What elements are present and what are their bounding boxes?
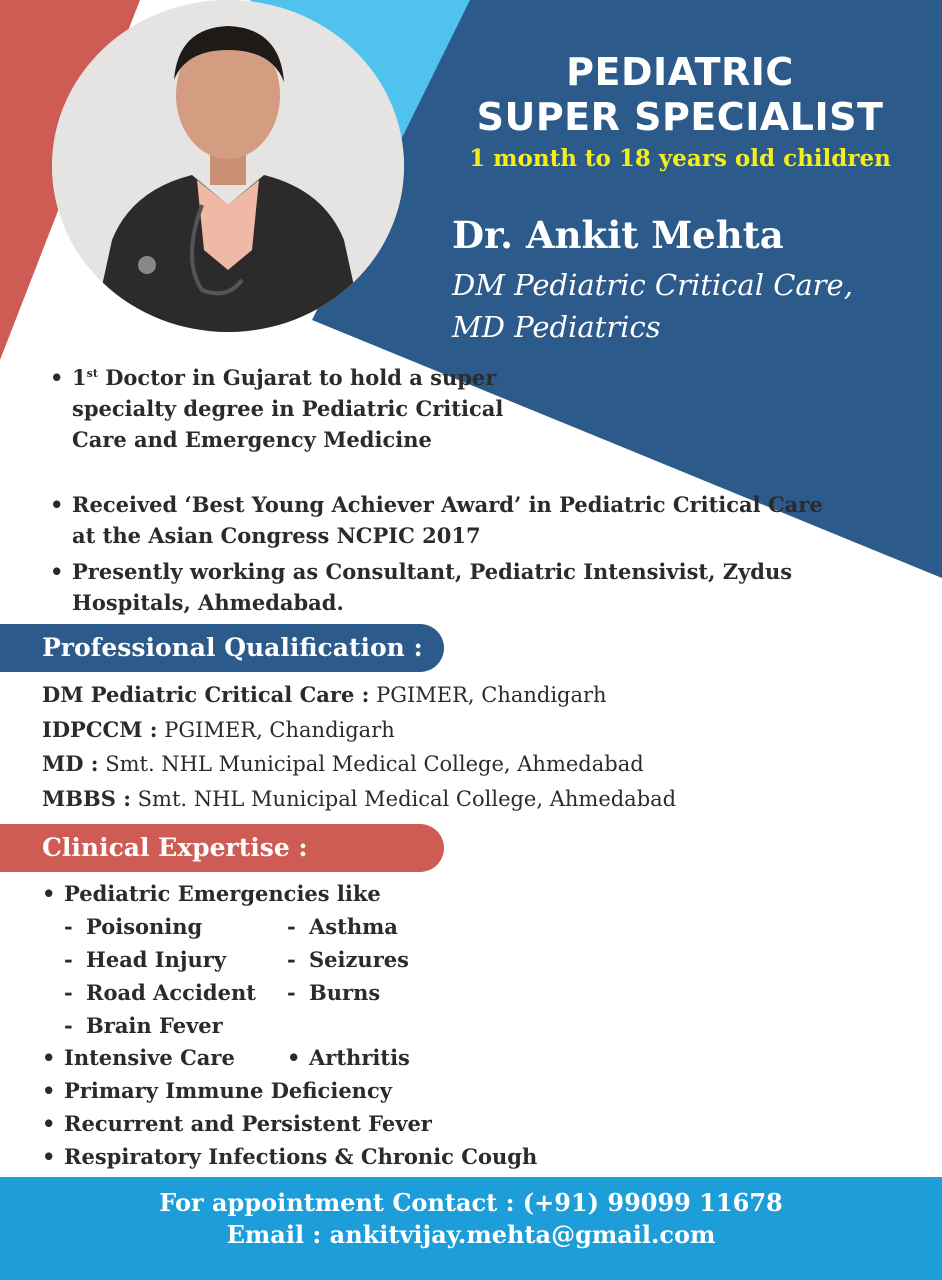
- qualification-label: MD :: [42, 751, 99, 776]
- qualification-label: DM Pediatric Critical Care :: [42, 682, 370, 707]
- highlight-item-3: • Presently working as Consultant, Pediatric Intensivist, Zydus Hospitals, Ahmedabad.: [72, 556, 872, 618]
- doctor-degree-1: DM Pediatric Critical Care,: [452, 268, 853, 302]
- highlight-1-prefix: 1: [72, 365, 87, 390]
- emergency-item: - Brain Fever: [86, 1011, 223, 1041]
- age-range: 1 month to 18 years old children: [469, 145, 891, 172]
- headline-line-2: SUPER SPECIALIST: [476, 95, 884, 139]
- highlight-item-2: • Received ‘Best Young Achiever Award’ in Pediatric Critical Care at the Asian Congress NCPIC 2017: [72, 489, 832, 551]
- emergency-item: - Seizures: [309, 945, 409, 975]
- doctor-degree-2: MD Pediatrics: [452, 310, 661, 344]
- qualification-item: [42, 716, 395, 744]
- qualification-item: [42, 750, 644, 778]
- highlight-1-text: Doctor in Gujarat to hold a super specialty degree in Pediatric Critical Care and Emergency Medicine: [72, 365, 504, 452]
- emergency-item: - Asthma: [309, 912, 398, 942]
- expertise-heading: Clinical Expertise :: [0, 824, 444, 872]
- emergency-item: - Poisoning: [86, 912, 202, 942]
- expertise-intensive-care: • Intensive Care: [64, 1043, 235, 1073]
- qualification-value: PGIMER, Chandigarh: [157, 718, 395, 742]
- expertise-item: • Primary Immune Deficiency: [64, 1076, 392, 1106]
- qualification-value: Smt. NHL Municipal Medical College, Ahmedabad: [130, 787, 677, 811]
- qualification-item: [42, 785, 676, 813]
- qualification-value: Smt. NHL Municipal Medical College, Ahmedabad: [98, 752, 644, 776]
- emergency-item: - Head Injury: [86, 945, 226, 975]
- contact-email: Email : ankitvijay.mehta@gmail.com: [226, 1220, 716, 1249]
- emergency-item: - Burns: [309, 978, 380, 1008]
- expertise-item: • Recurrent and Persistent Fever: [64, 1109, 432, 1139]
- highlight-item-1: [72, 362, 562, 455]
- qualification-label: IDPCCM :: [42, 717, 158, 742]
- emergency-item: - Road Accident: [86, 978, 256, 1008]
- doctor-portrait-illustration: [52, 0, 404, 332]
- qualification-heading: Professional Qualification :: [0, 624, 444, 672]
- qualification-label: MBBS :: [42, 786, 131, 811]
- expertise-item: • Respiratory Infections & Chronic Cough: [64, 1142, 537, 1172]
- expertise-arthritis: • Arthritis: [309, 1043, 410, 1073]
- qualification-value: PGIMER, Chandigarh: [369, 683, 607, 707]
- expertise-emergencies-title: • Pediatric Emergencies like: [64, 879, 381, 909]
- doctor-photo: [52, 0, 404, 332]
- doctor-name: Dr. Ankit Mehta: [452, 213, 784, 257]
- qualification-item: [42, 681, 607, 709]
- appointment-contact: For appointment Contact : (+91) 99099 11678: [159, 1188, 783, 1217]
- highlight-1-sup: st: [86, 367, 98, 380]
- headline-line-1: PEDIATRIC: [566, 50, 794, 94]
